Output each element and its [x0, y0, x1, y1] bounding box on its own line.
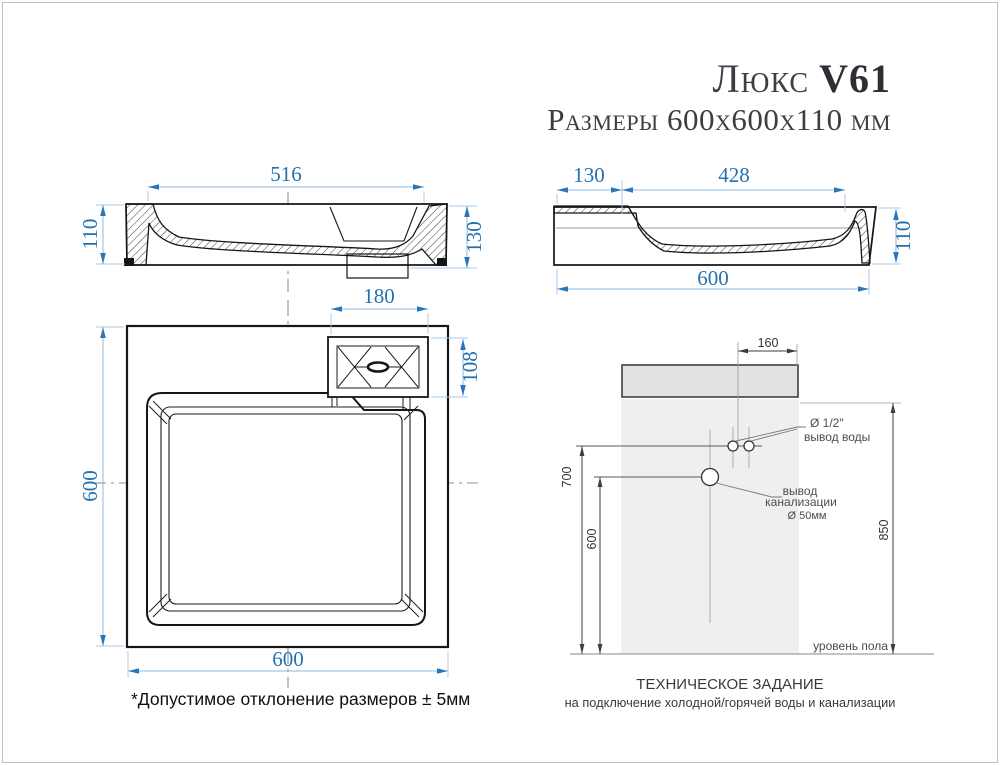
top-dim-180: 180 — [363, 284, 395, 308]
side-section-view — [554, 163, 915, 295]
top-dim-108: 108 — [458, 351, 482, 383]
front-faucet-recess — [330, 207, 417, 241]
tolerance-note: *Допустимое отклонение размеров ± 5мм — [131, 689, 471, 709]
install-sink-silhouette — [622, 365, 798, 397]
install-dim-600: 600 — [585, 528, 599, 550]
model-code: V61 — [819, 56, 891, 101]
side-dim-428: 428 — [718, 163, 750, 187]
install-dim-160: 160 — [757, 336, 779, 350]
caption-subtitle: на подключение холодной/горячей воды и канализации — [564, 695, 896, 710]
drain-label-line2: канализации — [765, 495, 837, 509]
technical-task-caption — [556, 676, 904, 710]
water-outlet-label: вывод воды — [804, 430, 871, 444]
drain-diameter-label: Ø 50мм — [787, 510, 827, 522]
side-outline — [554, 207, 876, 265]
model-name: Люкс — [712, 56, 810, 101]
install-dim-700: 700 — [560, 466, 574, 488]
floor-level-label: уровень пола — [813, 639, 888, 653]
top-dim-600-left: 600 — [78, 470, 102, 502]
install-water-outlet-right — [744, 441, 754, 451]
install-water-outlet-left — [728, 441, 738, 451]
top-view — [78, 284, 482, 688]
side-dim-600: 600 — [697, 266, 729, 290]
front-section-view — [78, 162, 486, 292]
front-foot-right — [437, 258, 447, 266]
front-foot-left — [124, 258, 134, 266]
top-dim-600-bottom: 600 — [272, 647, 304, 671]
side-dim-130: 130 — [573, 163, 605, 187]
front-dim-130: 130 — [462, 221, 486, 253]
front-dim-110: 110 — [78, 218, 102, 250]
front-dim-516: 516 — [270, 162, 302, 186]
size-subtitle: Размеры 600x600x110 мм — [547, 102, 891, 137]
install-drain-outlet — [702, 469, 719, 486]
side-dim-110: 110 — [891, 220, 915, 252]
caption-title: ТЕХНИЧЕСКОЕ ЗАДАНИЕ — [636, 676, 824, 693]
drain-label-line1: вывод — [782, 484, 818, 498]
installation-diagram — [560, 336, 934, 654]
install-dim-850: 850 — [877, 519, 891, 541]
water-diameter-label: Ø 1/2" — [810, 416, 844, 430]
